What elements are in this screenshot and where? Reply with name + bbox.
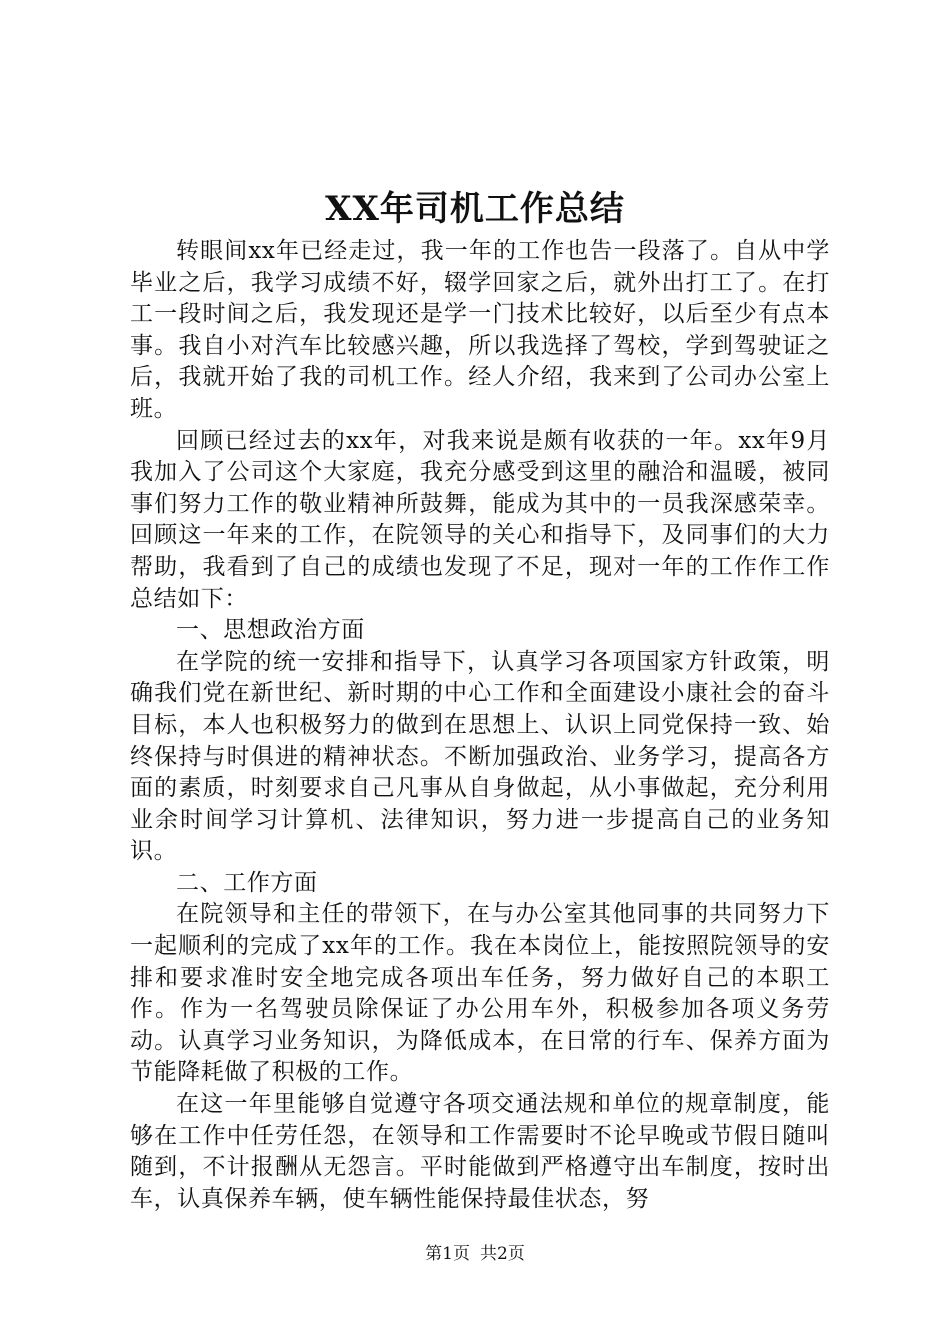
paragraph-review: 回顾已经过去的xx年，对我来说是颇有收获的一年。xx年9月我加入了公司这个大家庭，我充分感受到这里的融洽和温暖，被同事们努力工作的敬业精神所鼓舞，能成为其中的一员我深感荣幸。回顾这一年来的工作，在院领导的关心和指导下，及同事们的大力帮助，我看到了自己的成绩也发现了不足，现对一年的工作作工作总结如下： <box>130 427 830 612</box>
section-heading-work: 二、工作方面 <box>176 869 318 896</box>
paragraph-ideology: 在学院的统一安排和指导下，认真学习各项国家方针政策，明确我们党在新世纪、新时期的中心工作和全面建设小康社会的奋斗目标，本人也积极努力的做到在思想上、认识上同党保持一致、始终保持与时俱进的精神状态。不断加强政治、业务学习，提高各方面的素质，时刻要求自己凡事从自身做起，从小事做起，充分利用业余时间学习计算机、法律知识，努力进一步提高自己的业务知识。 <box>130 648 830 865</box>
document-title: XX年司机工作总结 <box>325 189 625 229</box>
paragraph-intro: 转眼间xx年已经走过，我一年的工作也告一段落了。自从中学毕业之后，我学习成绩不好，辍学回家之后，就外出打工了。在打工一段时间之后，我发现还是学一门技术比较好，以后至少有点本事。我自小对汽车比较感兴趣，所以我选择了驾校，学到驾驶证之后，我就开始了我的司机工作。经人介绍，我来到了公司办公室上班。 <box>130 238 830 422</box>
section-heading-ideology: 一、思想政治方面 <box>176 617 365 644</box>
page-number: 第1页 <box>425 1244 470 1264</box>
document-body <box>130 236 830 1215</box>
page-total: 共2页 <box>480 1244 525 1264</box>
page-footer <box>0 1243 950 1265</box>
paragraph-work: 在院领导和主任的带领下，在与办公室其他同事的共同努力下一起顺利的完成了xx年的工作。我在本岗位上，能按照院领导的安排和要求准时安全地完成各项出车任务，努力做好自己的本职工作。作为一名驾驶员除保证了办公用车外，积极参加各项义务劳动。认真学习业务知识，为降低成本，在日常的行车、保养方面为节能降耗做了积极的工作。 <box>130 901 830 1086</box>
paragraph-discipline: 在这一年里能够自觉遵守各项交通法规和单位的规章制度，能够在工作中任劳任怨，在领导和工作需要时不论早晚或节假日随叫随到，不计报酬从无怨言。平时能做到严格遵守出车制度，按时出车，认真保养车辆，使车辆性能保持最佳状态，努 <box>130 1091 830 1212</box>
